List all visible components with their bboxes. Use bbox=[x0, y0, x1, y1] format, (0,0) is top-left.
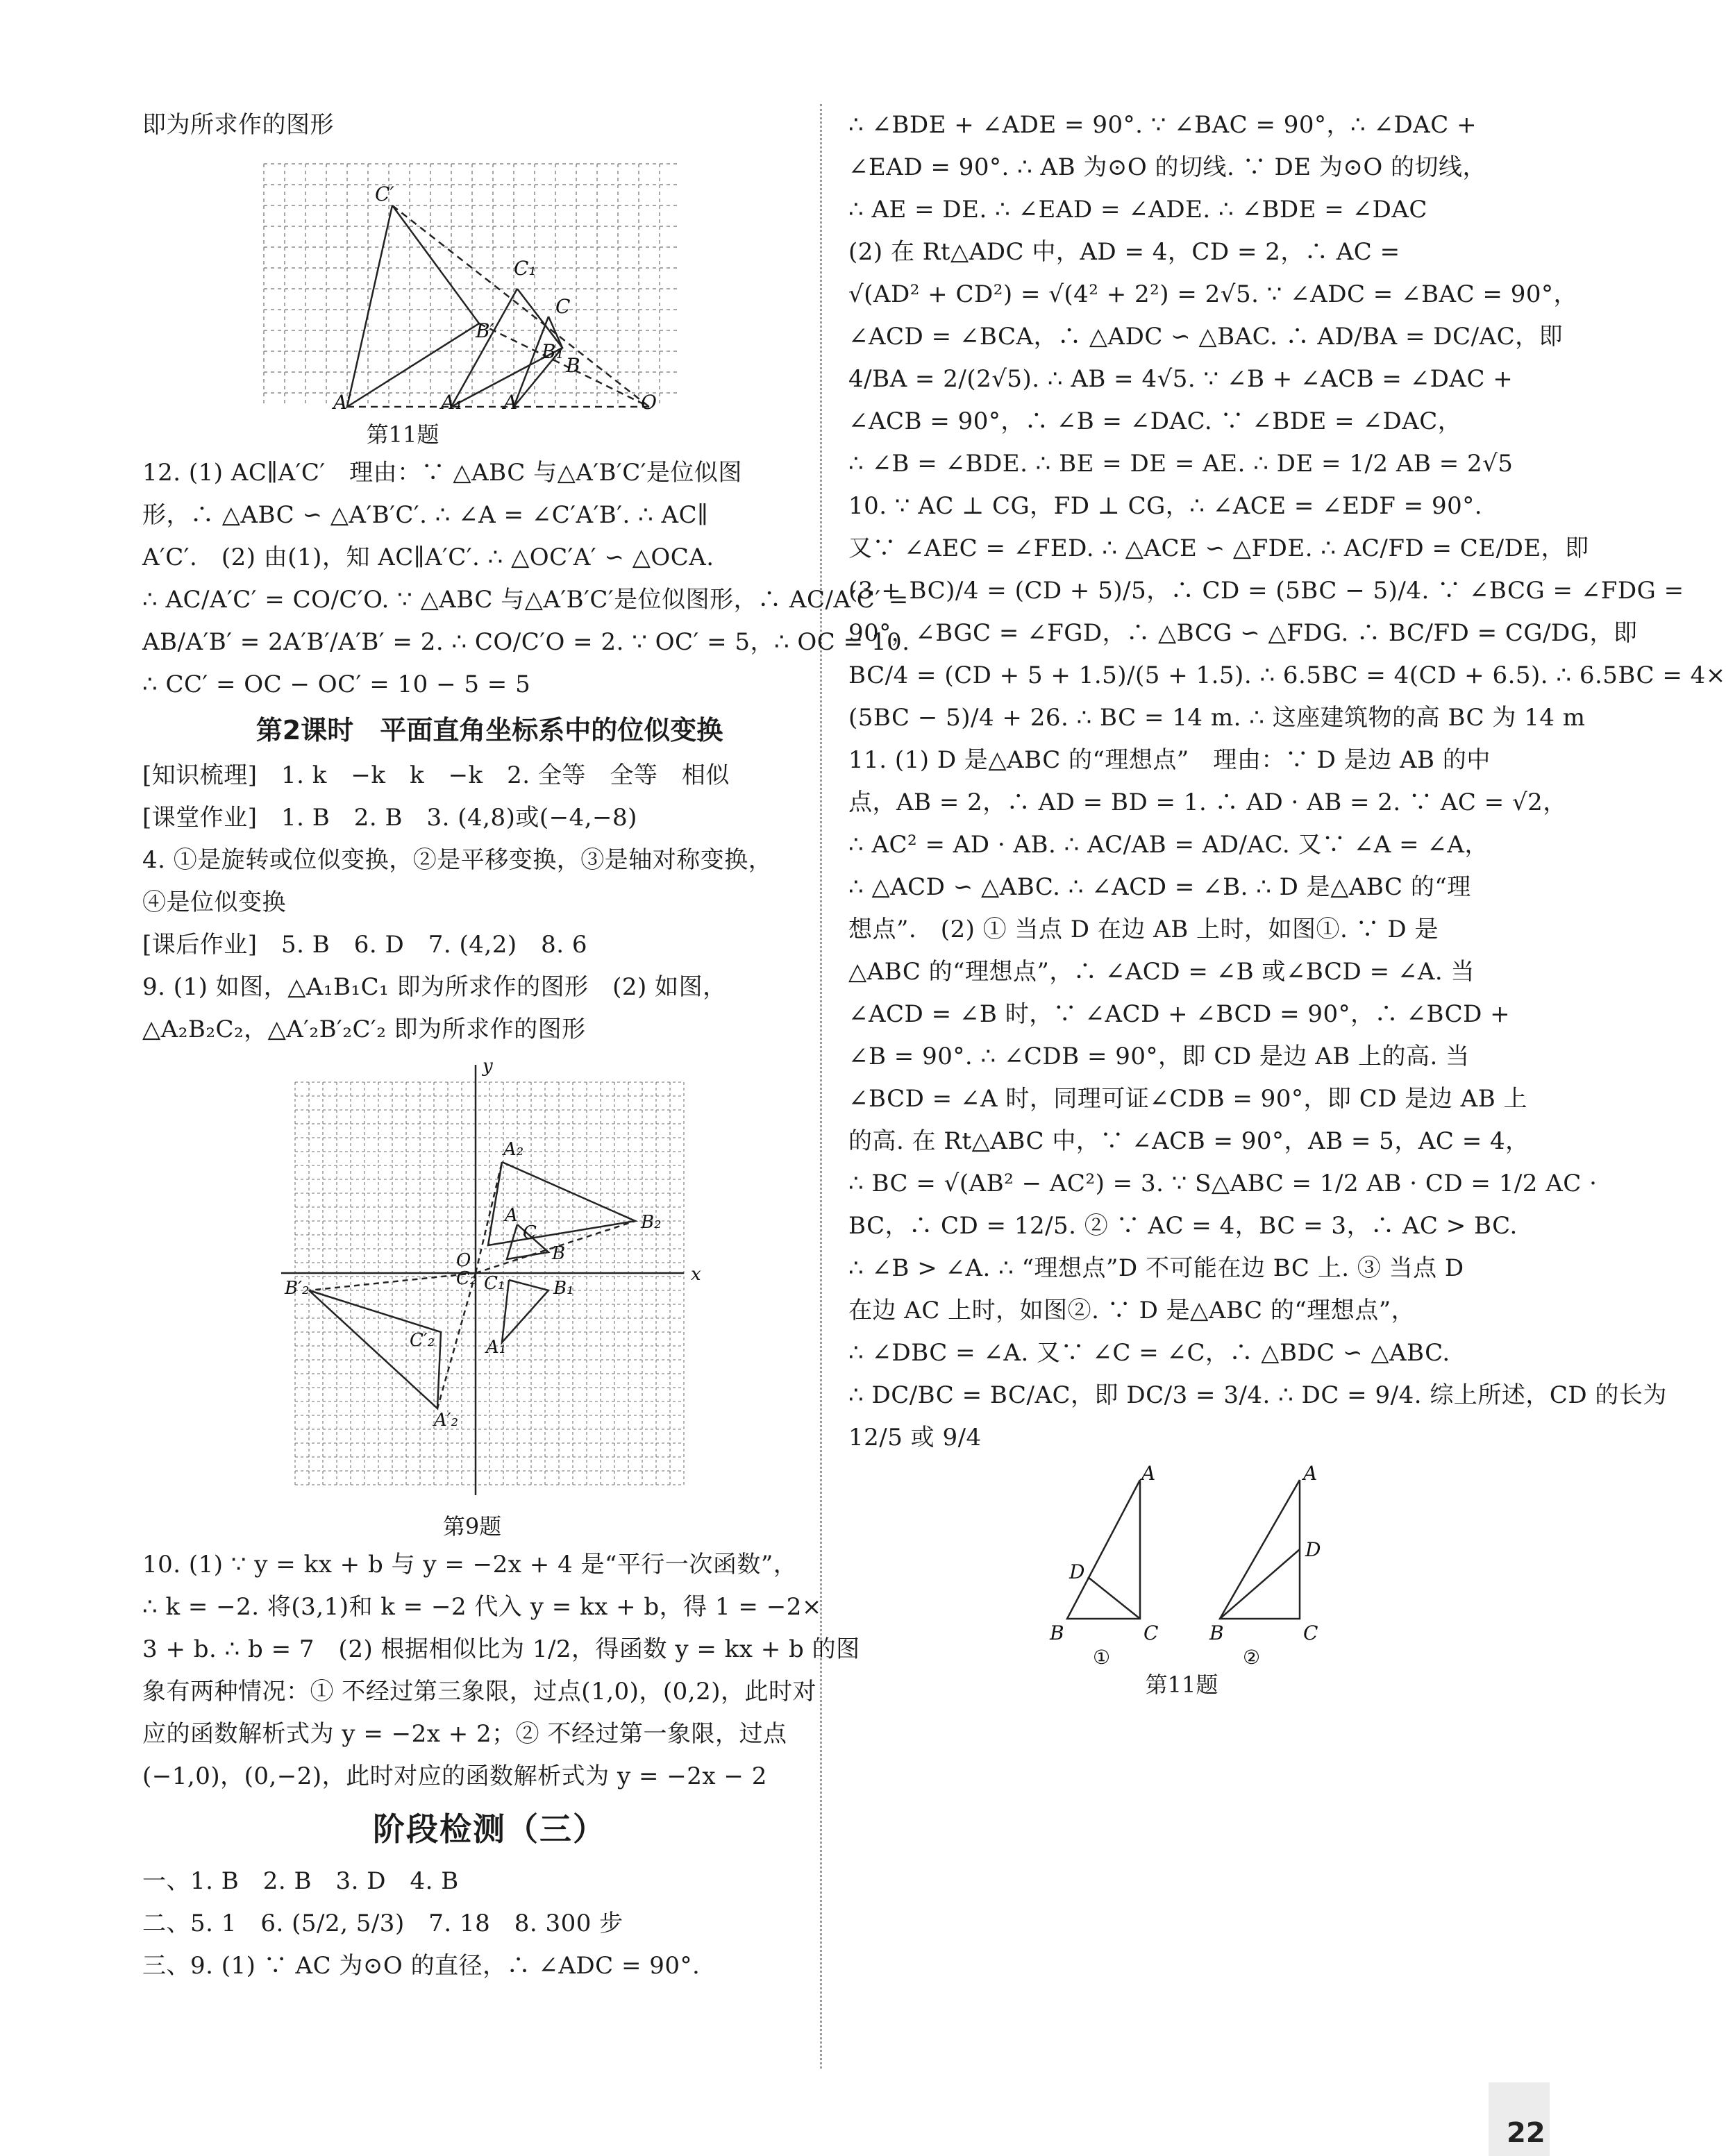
label: A′ bbox=[333, 391, 352, 414]
answer-line: 10. (1) ∵ y = kx + b 与 y = −2x + 4 是“平行一次函数”， bbox=[142, 1551, 798, 1578]
answer-line: [课后作业] 5. B 6. D 7. (4,2) 8. 6 bbox=[142, 931, 587, 959]
answer-line: 的高. 在 Rt△ABC 中，∵ ∠ACB = 90°，AB = 5，AC = 4， bbox=[848, 1127, 1530, 1155]
label: B′ bbox=[476, 319, 494, 342]
section-title: 第2课时 平面直角坐标系中的位似变换 bbox=[255, 715, 723, 746]
label: C₁ bbox=[514, 257, 537, 280]
answer-line: BC，∴ CD = 12/5. ② ∵ AC = 4，BC = 3，∴ AC > BC. bbox=[848, 1212, 1518, 1240]
label: B bbox=[1209, 1622, 1224, 1644]
label: A bbox=[1303, 1462, 1318, 1485]
segment-bd bbox=[1220, 1549, 1300, 1619]
answer-line: ∴ DC/BC = BC/AC，即 DC/3 = 3/4. ∴ DC = 9/4. 综上所述，CD 的长为 bbox=[848, 1381, 1667, 1409]
figure-11b-caption: 第11题 bbox=[1145, 1671, 1218, 1698]
label: C′ bbox=[375, 183, 394, 205]
y-axis-label: y bbox=[483, 1056, 493, 1077]
label: B₁ bbox=[542, 340, 564, 363]
answer-line: ∠EAD = 90°. ∴ AB 为⊙O 的切线. ∵ DE 为⊙O 的切线， bbox=[848, 153, 1487, 181]
label: O bbox=[456, 1250, 471, 1271]
answer-line: ∠ACD = ∠B 时，∵ ∠ACD + ∠BCD = 90°，∴ ∠BCD + bbox=[848, 1000, 1511, 1028]
figure-11-caption: 第11题 bbox=[366, 421, 439, 448]
answer-line: [知识梳理] 1. k −k k −k 2. 全等 全等 相似 bbox=[142, 761, 730, 789]
answer-line: △ABC 的“理想点”，∴ ∠ACD = ∠B 或∠BCD = ∠A. 当 bbox=[848, 958, 1475, 986]
answer-line: 12/5 或 9/4 bbox=[848, 1424, 982, 1451]
answer-line: ∴ ∠B = ∠BDE. ∴ BE = DE = AE. ∴ DE = 1/2 AB = 2√5 bbox=[848, 450, 1514, 478]
answer-line: [课堂作业] 1. B 2. B 3. (4,8)或(−4,−8) bbox=[142, 804, 637, 832]
label: B₁ bbox=[553, 1278, 574, 1299]
answer-line: 二、5. 1 6. (5/2, 5/3) 7. 18 8. 300 步 bbox=[142, 1910, 623, 1937]
label: B bbox=[566, 354, 580, 377]
label: D bbox=[1305, 1538, 1321, 1561]
answer-line: √(AD² + CD²) = √(4² + 2²) = 2√5. ∵ ∠ADC = ∠BAC = 90°， bbox=[848, 280, 1577, 308]
answer-line: 11. (1) D 是△ABC 的“理想点” 理由：∵ D 是边 AB 的中 bbox=[848, 746, 1491, 774]
answer-line: 在边 AC 上时，如图②. ∵ D 是△ABC 的“理想点”， bbox=[848, 1297, 1416, 1324]
segment-cd bbox=[1088, 1577, 1140, 1619]
label: B bbox=[552, 1243, 566, 1264]
answer-line: (3 + BC)/4 = (CD + 5)/5，∴ CD = (5BC − 5)/4. ∵ ∠BCG = ∠FDG = bbox=[848, 577, 1684, 605]
label: C bbox=[523, 1222, 537, 1243]
x-axis-label: x bbox=[691, 1264, 701, 1285]
answer-line: 又∵ ∠AEC = ∠FED. ∴ △ACE ∽ △FDE. ∴ AC/FD = CE/DE，即 bbox=[848, 534, 1589, 562]
figure-11-grid bbox=[142, 146, 837, 417]
answer-line: 90°，∠BGC = ∠FGD，∴ △BCG ∽ △FDG. ∴ BC/FD = CG/DG，即 bbox=[848, 619, 1638, 647]
answer-line: ∠BCD = ∠A 时，同理可证∠CDB = 90°，即 CD 是边 AB 上 bbox=[848, 1085, 1527, 1113]
answer-line: ∴ ∠DBC = ∠A. 又∵ ∠C = ∠C，∴ △BDC ∽ △ABC. bbox=[848, 1339, 1450, 1367]
answer-line: 想点”. (2) ① 当点 D 在边 AB 上时，如图①. ∵ D 是 bbox=[848, 916, 1439, 943]
answer-line: BC/4 = (CD + 5 + 1.5)/(5 + 1.5). ∴ 6.5BC = 4(CD + 6.5). ∴ 6.5BC = 4× bbox=[848, 662, 1726, 689]
figure-9-caption: 第9题 bbox=[442, 1513, 502, 1540]
label: A bbox=[505, 1205, 518, 1226]
answer-line: ∴ k = −2. 将(3,1)和 k = −2 代入 y = kx + b，得 1 = −2× bbox=[142, 1593, 822, 1621]
label: A₂ bbox=[503, 1139, 524, 1160]
right-column bbox=[848, 104, 1726, 1702]
answer-line: ∴ BC = √(AB² − AC²) = 3. ∵ S△ABC = 1/2 AB · CD = 1/2 AC · bbox=[848, 1170, 1598, 1197]
label: C₁ bbox=[484, 1273, 505, 1294]
triangle-1 bbox=[1067, 1480, 1140, 1619]
answer-line: ∠ACB = 90°，∴ ∠B = ∠DAC. ∵ ∠BDE = ∠DAC， bbox=[848, 407, 1462, 435]
answer-line: 10. ∵ AC ⊥ CG，FD ⊥ CG，∴ ∠ACE = ∠EDF = 90°. bbox=[848, 492, 1483, 520]
triangle-2 bbox=[1220, 1480, 1300, 1619]
label: B bbox=[1050, 1622, 1064, 1644]
answer-line: ∴ CC′ = OC − OC′ = 10 − 5 = 5 bbox=[142, 671, 531, 698]
section-title: 阶段检测（三） bbox=[373, 1810, 606, 1848]
answer-line: 一、1. B 2. B 3. D 4. B bbox=[142, 1867, 459, 1895]
answer-line: ∴ ∠BDE + ∠ADE = 90°. ∵ ∠BAC = 90°，∴ ∠DAC + bbox=[848, 111, 1477, 139]
answer-line: 点，AB = 2，∴ AD = BD = 1. ∴ AD · AB = 2. ∵ AC = √2， bbox=[848, 789, 1567, 816]
label: C bbox=[1303, 1622, 1318, 1644]
answer-line: ∠B = 90°. ∴ ∠CDB = 90°，即 CD 是边 AB 上的高. 当 bbox=[848, 1043, 1470, 1070]
answer-line: ∴ ∠B > ∠A. ∴ “理想点”D 不可能在边 BC 上. ③ 当点 D bbox=[848, 1254, 1464, 1282]
page-number: 22 bbox=[1507, 2117, 1545, 2149]
answer-line: ∴ AC/A′C′ = CO/C′O. ∵ △ABC 与△A′B′C′是位似图形，∴ AC/A′C′ = bbox=[142, 586, 909, 614]
label: B₂ bbox=[641, 1212, 662, 1233]
answer-line: (2) 在 Rt△ADC 中，AD = 4，CD = 2，∴ AC = bbox=[848, 238, 1400, 266]
label: C₂ bbox=[456, 1268, 478, 1289]
answer-line: 应的函数解析式为 y = −2x + 2；② 不经过第一象限，过点 bbox=[142, 1720, 787, 1748]
left-column bbox=[142, 104, 910, 1987]
answer-line: AB/A′B′ = 2A′B′/A′B′ = 2. ∴ CO/C′O = 2. ∵ OC′ = 5，∴ OC = 10. bbox=[142, 628, 910, 656]
intro-line: 即为所求作的图形 bbox=[142, 111, 334, 139]
answer-line: 12. (1) AC∥A′C′ 理由：∵ △ABC 与△A′B′C′是位似图 bbox=[142, 459, 742, 487]
answer-line: 9. (1) 如图，△A₁B₁C₁ 即为所求作的图形 (2) 如图， bbox=[142, 973, 727, 1001]
label: A₁ bbox=[441, 391, 463, 414]
answer-line: 4. ①是旋转或位似变换，②是平移变换，③是轴对称变换， bbox=[142, 846, 773, 874]
triangle-a2b2c2 bbox=[488, 1162, 635, 1245]
answer-line: A′C′. (2) 由(1)，知 AC∥A′C′. ∴ △OC′A′ ∽ △OCA. bbox=[142, 544, 714, 571]
answer-line: 3 + b. ∴ b = 7 (2) 根据相似比为 1/2，得函数 y = kx + b 的图 bbox=[142, 1635, 860, 1663]
figure-9-coordinate-grid bbox=[142, 1051, 837, 1509]
answer-line: 三、9. (1) ∵ AC 为⊙O 的直径，∴ ∠ADC = 90°. bbox=[142, 1952, 701, 1980]
label: A′₂ bbox=[434, 1410, 459, 1431]
answer-line: ∠ACD = ∠BCA，∴ △ADC ∽ △BAC. ∴ AD/BA = DC/AC，即 bbox=[848, 323, 1564, 351]
answer-line: (5BC − 5)/4 + 26. ∴ BC = 14 m. ∴ 这座建筑物的高 BC 为 14 m bbox=[848, 704, 1586, 732]
label: A₁ bbox=[486, 1337, 507, 1358]
figure-11b bbox=[848, 1459, 1501, 1667]
label: A bbox=[503, 391, 518, 414]
triangle-prime bbox=[347, 205, 479, 407]
label: A bbox=[1141, 1462, 1156, 1485]
answer-line: ④是位似变换 bbox=[142, 888, 286, 916]
label: C bbox=[1143, 1622, 1159, 1644]
answer-line: ∴ AE = DE. ∴ ∠EAD = ∠ADE. ∴ ∠BDE = ∠DAC bbox=[848, 196, 1427, 224]
answer-line: ∴ △ACD ∽ △ABC. ∴ ∠ACD = ∠B. ∴ D 是△ABC 的“理 bbox=[848, 873, 1471, 901]
answer-line: 4/BA = 2/(2√5). ∴ AB = 4√5. ∵ ∠B + ∠ACB = ∠DAC + bbox=[848, 365, 1514, 393]
label: B′₂ bbox=[285, 1278, 310, 1299]
answer-line: △A₂B₂C₂，△A′₂B′₂C′₂ 即为所求作的图形 bbox=[142, 1016, 586, 1043]
label: D bbox=[1069, 1560, 1085, 1583]
sub-label-2: ② bbox=[1243, 1646, 1261, 1669]
answer-line: 形，∴ △ABC ∽ △A′B′C′. ∴ ∠A = ∠C′A′B′. ∴ AC∥ bbox=[142, 501, 709, 529]
label: C bbox=[555, 295, 571, 318]
label: O bbox=[641, 391, 657, 414]
answer-line: 象有两种情况：① 不经过第三象限，过点(1,0)，(0,2)，此时对 bbox=[142, 1678, 817, 1706]
sub-label-1: ① bbox=[1093, 1646, 1111, 1669]
label: C′₂ bbox=[410, 1330, 435, 1351]
answer-line: ∴ AC² = AD · AB. ∴ AC/AB = AD/AC. 又∵ ∠A = ∠A， bbox=[848, 831, 1489, 859]
answer-line: (−1,0)，(0,−2)，此时对应的函数解析式为 y = −2x − 2 bbox=[142, 1762, 767, 1790]
triangle-a1b1c1 bbox=[502, 1280, 548, 1342]
